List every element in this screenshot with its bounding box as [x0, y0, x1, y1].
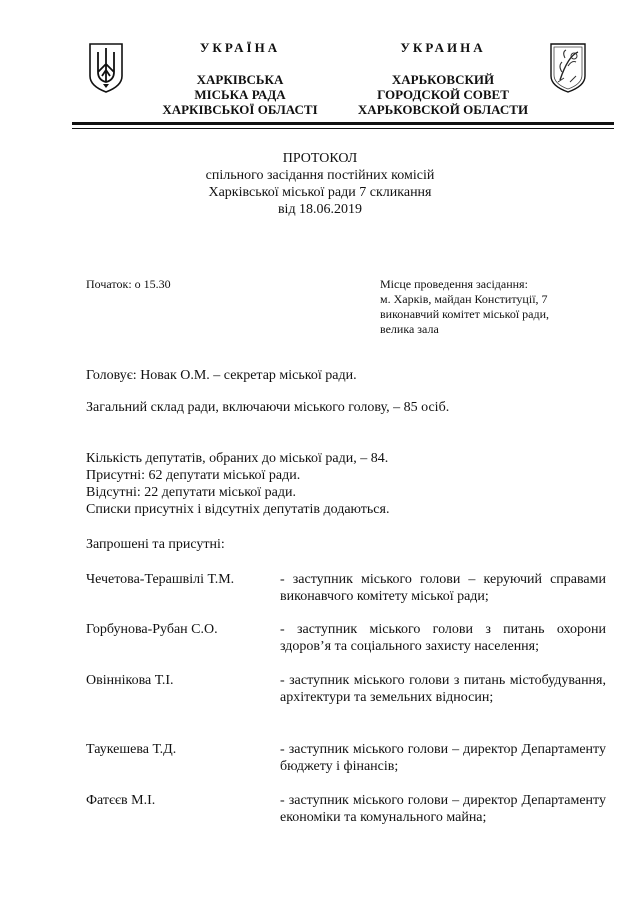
venue-line: м. Харків, майдан Конституції, 7: [380, 292, 548, 306]
trident-emblem-icon: [86, 42, 126, 94]
stats-line: Відсутні: 22 депутати міської ради.: [86, 485, 297, 500]
invited-name: Овіннікова Т.І.: [86, 673, 174, 688]
title-date: від 18.06.2019: [277, 202, 363, 217]
invited-role: - заступник міського голови – директор Департаменту економіки та комунального майна;: [280, 793, 606, 825]
invited-name: Чечетова-Терашвілі Т.М.: [86, 572, 235, 587]
title-line: Харківської міської ради 7 скликання: [208, 185, 432, 200]
composition-line: Загальний склад ради, включаючи міського голову, – 85 осіб.: [86, 400, 450, 415]
invited-name: Фатєєв М.І.: [86, 793, 156, 808]
stats-line: Списки присутніх і відсутніх депутатів додаються.: [86, 502, 390, 517]
chair-line: Головує: Новак О.М. – секретар міської ради.: [86, 368, 357, 383]
stats-line: Присутні: 62 депутати міської ради.: [86, 468, 301, 483]
stats-block: [86, 450, 389, 518]
stats-line: Кількість депутатів, обраних до міської ради, – 84.: [86, 451, 389, 466]
header-left: [150, 40, 330, 117]
venue-line: виконавчий комітет міської ради,: [380, 307, 550, 321]
header-right-country: УКРАИНА: [400, 40, 486, 55]
invited-role: - заступник міського голови з питань містобудування, архітектури та земельних відносин;: [280, 673, 606, 705]
header-right-line: ХАРЬКОВСКИЙ: [391, 72, 495, 87]
venue-line: велика зала: [380, 322, 439, 336]
header-left-country: УКРАЇНА: [199, 40, 281, 55]
invited-role: - заступник міського голови з питань охорони здоров’я та соціального захисту населення;: [280, 622, 606, 654]
header-left-line: ХАРКІВСЬКА: [196, 72, 284, 87]
invited-role: - заступник міського голови – директор Департаменту бюджету і фінансів;: [280, 742, 606, 774]
invited-name: Таукешева Т.Д.: [86, 742, 177, 757]
header-left-line: МІСЬКА РАДА: [194, 87, 286, 102]
header-right: [348, 40, 538, 117]
city-coat-of-arms-icon: [548, 42, 588, 94]
invited-role: - заступник міського голови – керуючий справами виконавчого комітету міської ради;: [280, 572, 606, 604]
meeting-start: Початок: о 15.30: [86, 277, 171, 291]
meeting-venue: [380, 277, 610, 337]
header-left-line: ХАРКІВСЬКОЇ ОБЛАСТІ: [162, 102, 318, 117]
header-rule-thick: [72, 122, 614, 125]
venue-line: Місце проведення засідання:: [380, 277, 528, 291]
title-heading: ПРОТОКОЛ: [282, 151, 358, 166]
header-rule-thin: [72, 128, 614, 129]
invited-name: Горбунова-Рубан С.О.: [86, 622, 218, 637]
document-title: [150, 150, 490, 218]
invited-heading: Запрошені та присутні:: [86, 537, 225, 552]
header-right-line: ХАРЬКОВСКОЙ ОБЛАСТИ: [357, 102, 529, 117]
header-right-line: ГОРОДСКОЙ СОВЕТ: [377, 87, 509, 102]
title-line: спільного засідання постійних комісій: [205, 168, 435, 183]
